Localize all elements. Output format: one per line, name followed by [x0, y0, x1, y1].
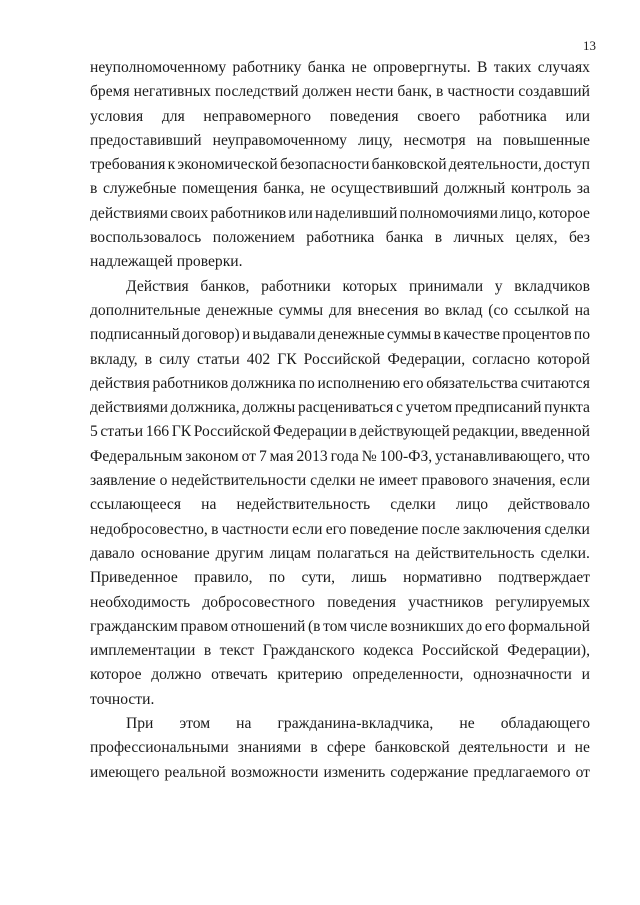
word: Федеральным	[90, 447, 183, 465]
word: 5	[90, 423, 98, 441]
word: (в	[307, 617, 321, 635]
word: имплементации	[90, 642, 196, 660]
word: выдавали	[252, 326, 316, 344]
word: с	[395, 399, 403, 417]
word: Российской	[421, 642, 499, 660]
word: предлагаемого	[473, 763, 571, 781]
word: считаются	[520, 374, 590, 392]
word: повышенные	[502, 131, 590, 149]
word: у	[494, 277, 503, 295]
paragraph-2-line	[90, 299, 590, 323]
word: безопасности	[279, 156, 370, 174]
word: лицо,	[500, 204, 537, 222]
word: должника,	[170, 399, 240, 417]
paragraph-2-last-line: точности.	[90, 690, 155, 708]
word: случаях	[537, 59, 590, 76]
word: от	[575, 763, 590, 781]
word: если	[559, 472, 590, 490]
page-number: 13	[583, 38, 596, 53]
word: опровергнуты.	[373, 59, 471, 76]
word: поведения	[327, 593, 397, 611]
word: должны	[242, 399, 296, 417]
word: предписаний	[454, 399, 542, 417]
word: в	[90, 180, 98, 198]
word: действительность	[415, 544, 535, 562]
word: устанавливающего,	[435, 447, 565, 465]
word: по	[298, 374, 315, 392]
paragraph-1-line	[90, 105, 590, 129]
paragraph-1-line	[90, 226, 590, 250]
word: полагаться	[316, 544, 389, 562]
word: для	[161, 107, 185, 125]
word: поведение	[349, 520, 419, 538]
paragraph-2-line	[90, 615, 590, 639]
word: заявление	[90, 472, 156, 490]
paragraph-2-line	[90, 591, 590, 615]
word: банка	[307, 59, 346, 76]
word: гражданским	[90, 617, 178, 635]
word: денежные	[206, 301, 273, 319]
word: за	[576, 180, 590, 198]
word: в	[144, 350, 153, 368]
word: имеет	[378, 472, 418, 490]
word: на	[394, 544, 410, 562]
word: (со	[488, 301, 509, 319]
word: положением	[212, 229, 295, 247]
word: должно	[151, 666, 202, 684]
word: создавший	[518, 83, 590, 101]
word: по	[268, 569, 286, 587]
word: банковской	[374, 739, 450, 757]
word: наделивший	[315, 204, 398, 222]
word: которых	[342, 277, 398, 295]
word: статьи	[197, 350, 240, 368]
word: недобросовестно,	[90, 520, 208, 538]
word: банков,	[200, 277, 250, 295]
word: заключения	[463, 520, 542, 538]
word: подписанный	[90, 326, 180, 344]
word: действовало	[508, 496, 590, 514]
word: в	[349, 423, 357, 441]
paragraph-2-line	[90, 372, 590, 396]
word: вкладу,	[90, 350, 138, 368]
word: года	[330, 447, 359, 465]
word: основание	[140, 544, 210, 562]
word: дополнительные	[90, 301, 201, 319]
word: реальной	[164, 763, 226, 781]
word: полномочиями	[399, 204, 498, 222]
paragraph-2-line	[90, 445, 590, 469]
word: служебные	[102, 180, 177, 198]
word: его	[484, 617, 506, 635]
word: изменить	[323, 763, 386, 781]
word: сделки	[310, 472, 356, 490]
word: воспользовалось	[90, 229, 202, 247]
word: осуществивший	[330, 180, 439, 198]
word: учетом	[405, 399, 453, 417]
word: контроль	[510, 180, 572, 198]
word: принимали	[408, 277, 484, 295]
word: должный	[444, 180, 506, 198]
word: целях,	[515, 229, 558, 247]
word: в	[434, 229, 443, 247]
word: сделки.	[540, 544, 590, 562]
word: возникших	[390, 617, 464, 635]
word: частности	[447, 83, 515, 101]
paragraph-2-line	[90, 566, 590, 590]
word: Российской	[303, 350, 381, 368]
word: банка	[385, 229, 424, 247]
word: Федерации),	[507, 642, 590, 660]
word: участников	[408, 593, 484, 611]
word: неправомерного	[203, 107, 312, 125]
word: неуполномоченному	[90, 59, 227, 76]
word: лицо	[455, 496, 489, 514]
word: В	[476, 59, 488, 76]
word: банка,	[263, 180, 305, 198]
paragraph-3-line	[90, 761, 590, 785]
word: после	[421, 520, 460, 538]
word: 402	[246, 350, 271, 368]
word: необходимость	[90, 593, 191, 611]
word: вкладчиков	[514, 277, 590, 295]
word: до	[466, 617, 483, 635]
paragraph-1-last-line: надлежащей проверки.	[90, 253, 243, 271]
word: отношений	[230, 617, 306, 635]
word: формальной	[508, 617, 590, 635]
word: силу	[159, 350, 191, 368]
word: и	[241, 326, 251, 344]
word: поведения	[329, 107, 399, 125]
word: сути,	[301, 569, 336, 587]
word: отвечать	[211, 666, 268, 684]
paragraph-2-line	[90, 663, 590, 687]
word: Действия	[126, 277, 189, 295]
word: сделки	[390, 496, 436, 514]
word: этом	[179, 715, 211, 733]
word: помещения	[182, 180, 258, 198]
word: его	[325, 520, 347, 538]
word: критерию	[277, 666, 343, 684]
word: на	[476, 131, 492, 149]
word: банковской	[371, 156, 447, 174]
word: которой	[537, 350, 590, 368]
paragraph-1-line	[90, 129, 590, 153]
word: пункта	[544, 399, 590, 417]
word: имеющего	[90, 763, 160, 781]
word: нормативно	[403, 569, 482, 587]
word: личных	[453, 229, 505, 247]
word: бремя	[90, 83, 130, 101]
word: и	[581, 666, 590, 684]
word: нести	[355, 83, 394, 101]
word: правило,	[194, 569, 253, 587]
body-text	[90, 56, 590, 785]
word: работников	[152, 374, 229, 392]
word: для	[328, 301, 352, 319]
word: гражданина-вкладчика,	[277, 715, 434, 733]
word: не	[351, 59, 367, 76]
word: исполнению	[317, 374, 401, 392]
word: определенности,	[352, 666, 464, 684]
word: введенной	[520, 423, 590, 441]
word: действиями	[90, 204, 169, 222]
word: подтверждает	[498, 569, 590, 587]
word: работника	[306, 229, 375, 247]
word: если	[292, 520, 323, 538]
word: ссылающееся	[90, 496, 182, 514]
word: вклад	[444, 301, 483, 319]
word: лицам	[269, 544, 311, 562]
word: знаниями	[237, 739, 302, 757]
word: регулируемых	[495, 593, 590, 611]
word: или	[565, 107, 590, 125]
word: экономической	[177, 156, 278, 174]
word: статьи	[100, 423, 144, 441]
word: ссылкой	[513, 301, 569, 319]
word: по	[573, 326, 590, 344]
word: суммы	[386, 326, 432, 344]
word: таких	[493, 59, 532, 76]
word: деятельности	[458, 739, 549, 757]
word: лицу,	[358, 131, 393, 149]
word: не	[459, 715, 475, 733]
word: деятельности,	[448, 156, 542, 174]
word: в	[433, 326, 441, 344]
paragraph-2-line	[90, 542, 590, 566]
word: неуправомоченному	[212, 131, 347, 149]
word: 2013	[296, 447, 328, 465]
word: сделки	[544, 520, 590, 538]
paragraph-2-line	[90, 518, 590, 542]
word: обладающего	[500, 715, 590, 733]
word: мая	[269, 447, 294, 465]
word: негативных	[133, 83, 211, 101]
paragraph-2-line	[90, 469, 590, 493]
word: обязательства	[426, 374, 518, 392]
paragraph-1-line	[90, 153, 590, 177]
word: несмотря	[403, 131, 466, 149]
word: действия	[90, 374, 150, 392]
paragraph-1	[90, 56, 590, 250]
word: 100-ФЗ,	[379, 447, 433, 465]
word: своего	[417, 107, 461, 125]
word: не	[359, 472, 375, 490]
word: том	[323, 617, 348, 635]
word: недействительность	[236, 496, 371, 514]
word: не	[310, 180, 326, 198]
word: требования	[90, 156, 166, 174]
paragraph-1-line	[90, 177, 590, 201]
word: добросовестного	[202, 593, 315, 611]
word: кодекса	[363, 642, 414, 660]
paragraph-2-line	[90, 420, 590, 444]
word: Приведенное	[90, 569, 178, 587]
word: или	[288, 204, 313, 222]
paragraph-3-first-line	[90, 712, 590, 736]
word: не	[574, 739, 590, 757]
word: суммы	[278, 301, 324, 319]
word: о	[159, 472, 168, 490]
word: без	[568, 229, 590, 247]
paragraph-2-first-line	[90, 275, 590, 299]
paragraph-3-line	[90, 736, 590, 760]
word: однозначности	[473, 666, 572, 684]
word: на	[236, 715, 252, 733]
word: частности	[221, 520, 289, 538]
word: недействительности	[171, 472, 307, 490]
word: в	[310, 739, 318, 757]
word: в	[211, 520, 219, 538]
paragraph-2-line	[90, 348, 590, 372]
word: ГК	[171, 423, 192, 441]
word: качестве	[443, 326, 500, 344]
word: банк,	[397, 83, 433, 101]
word: и	[557, 739, 566, 757]
word: лишь	[351, 569, 387, 587]
word: содержание	[390, 763, 469, 781]
word: сфере	[326, 739, 366, 757]
word: Гражданского	[262, 642, 355, 660]
word: согласно	[472, 350, 531, 368]
paragraph-1-line	[90, 56, 590, 80]
word: текст	[219, 642, 255, 660]
word: 166	[145, 423, 170, 441]
word: работники	[261, 277, 331, 295]
word: которое	[538, 204, 590, 222]
paragraph-2-line	[90, 396, 590, 420]
word: условия	[90, 107, 144, 125]
paragraph-2-line	[90, 639, 590, 663]
word: правом	[180, 617, 229, 635]
word: числе	[349, 617, 388, 635]
word: договор)	[182, 326, 240, 344]
word: Федерации,	[387, 350, 466, 368]
word: законом	[185, 447, 239, 465]
word: от	[241, 447, 256, 465]
paragraph-2	[90, 299, 590, 688]
word: редакции,	[452, 423, 519, 441]
paragraph-2-line	[90, 493, 590, 517]
word: доступ	[544, 156, 590, 174]
word: на	[574, 301, 590, 319]
word: должника	[230, 374, 296, 392]
word: в	[436, 83, 444, 101]
word: которое	[90, 666, 142, 684]
paragraph-1-line	[90, 80, 590, 104]
word: давало	[90, 544, 135, 562]
word: в	[203, 642, 212, 660]
word: профессиональными	[90, 739, 229, 757]
word: №	[361, 447, 377, 465]
word: правового	[421, 472, 489, 490]
word: возможности	[230, 763, 319, 781]
word: денежные	[317, 326, 385, 344]
word: ГК	[277, 350, 297, 368]
word: к	[167, 156, 176, 174]
word: действиями	[90, 399, 169, 417]
word: При	[126, 715, 154, 733]
word: своих	[170, 204, 209, 222]
word: значения,	[492, 472, 556, 490]
word: работника	[478, 107, 547, 125]
word: работнику	[232, 59, 302, 76]
word: действующей	[359, 423, 450, 441]
paragraph-3	[90, 736, 590, 785]
word: предоставивший	[90, 131, 202, 149]
word: другим	[215, 544, 264, 562]
word: на	[201, 496, 217, 514]
word: что	[567, 447, 590, 465]
word: внесения	[357, 301, 419, 319]
word: процентов	[502, 326, 572, 344]
word: расцениваться	[297, 399, 394, 417]
paragraph-1-line	[90, 202, 590, 226]
word: его	[402, 374, 424, 392]
word: последствий	[214, 83, 299, 101]
word: Российской	[193, 423, 271, 441]
word: работников	[210, 204, 287, 222]
word: должен	[302, 83, 352, 101]
paragraph-2-line	[90, 323, 590, 347]
word: 7	[258, 447, 267, 465]
word: во	[424, 301, 440, 319]
word: Федерации	[273, 423, 347, 441]
